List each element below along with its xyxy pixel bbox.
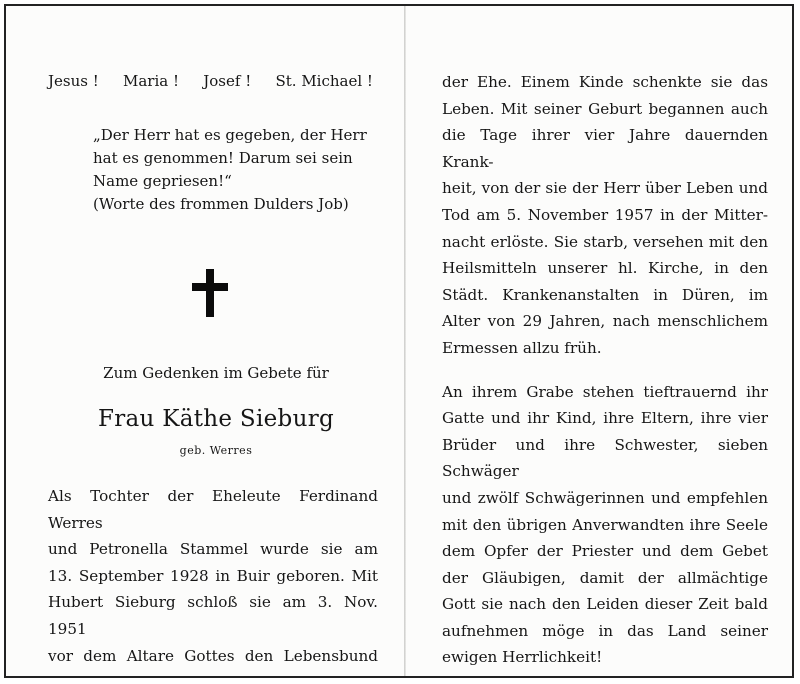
biography-line: der Ehe. Einem Kinde schenkte sie das <box>442 73 768 91</box>
invocation-line <box>48 72 373 90</box>
biography-line: nacht erlöste. Sie starb, versehen mit den <box>442 232 768 251</box>
biography-line: die Tage ihrer vier Jahre dauernden Krank- <box>442 126 768 171</box>
biography-line: Tod am 5. November 1957 in der Mitter- <box>442 205 768 224</box>
left-panel <box>6 6 404 676</box>
right-panel <box>406 6 792 676</box>
biography-line: Leben. Mit seiner Geburt begannen auch <box>442 99 768 118</box>
biography-line: Gatte und ihr Kind, ihre Eltern, ihre vier <box>442 409 768 428</box>
biography-line: ewigen Herrlichkeit! <box>442 648 603 667</box>
biography-line: dem Opfer der Priester und dem Gebet <box>442 542 768 561</box>
quote-line: „Der Herr hat es gegeben, der Herr <box>93 126 367 144</box>
memorial-card <box>4 4 794 678</box>
bible-quote <box>93 124 378 216</box>
biography-line: 13. September 1928 in Buir geboren. Mit <box>48 566 378 585</box>
biography-line: Gott sie nach den Leiden dieser Zeit bald <box>442 595 768 614</box>
deceased-name: Frau Käthe Sieburg <box>97 406 335 432</box>
biography-line: der Gläubigen, damit der allmächtige <box>442 568 768 587</box>
biography-line: Hubert Sieburg schloß sie am 3. Nov. 1951 <box>48 593 378 638</box>
invocation-josef: Josef ! <box>203 72 252 90</box>
quote-line: hat es genommen! Darum sei sein <box>93 149 353 167</box>
invocation-maria: Maria ! <box>123 72 180 90</box>
invocation-st-michael: St. Michael ! <box>275 72 373 90</box>
quote-attribution: (Worte des frommen Dulders Job) <box>93 195 349 213</box>
biography-line: und Petronella Stammel wurde sie am <box>48 540 378 559</box>
biography-line: und zwölf Schwägerinnen und empfehlen <box>442 488 768 507</box>
quote-line: Name gepriesen!“ <box>93 172 232 190</box>
biography-line: vor dem Altare Gottes den Lebensbund <box>48 646 378 665</box>
biography-line: aufnehmen möge in das Land seiner <box>442 621 768 640</box>
biography-line: Städt. Krankenanstalten in Düren, im <box>442 285 768 304</box>
biography-right <box>442 69 768 671</box>
biography-line: heit, von der sie der Herr über Leben und <box>442 179 768 198</box>
biography-line: Ermessen allzu früh. <box>442 338 602 357</box>
memorial-heading: Zum Gedenken im Gebete für <box>103 364 329 382</box>
biography-line: An ihrem Grabe stehen tieftrauernd ihr <box>442 382 768 401</box>
biography-line: Heilsmitteln unserer hl. Kirche, in den <box>442 259 768 278</box>
invocation-jesus: Jesus ! <box>48 72 99 90</box>
biography-line: Als Tochter der Eheleute Ferdinand Werres <box>48 487 378 532</box>
biography-line: Brüder und ihre Schwester, sieben Schwäger <box>442 435 768 481</box>
biography-line: mit den übrigen Anverwandten ihre Seele <box>442 515 768 534</box>
latin-cross-icon <box>192 269 228 317</box>
maiden-name: geb. Werres <box>179 444 253 457</box>
biography-left <box>48 483 378 669</box>
biography-line: Alter von 29 Jahren, nach menschlichem <box>442 312 768 331</box>
